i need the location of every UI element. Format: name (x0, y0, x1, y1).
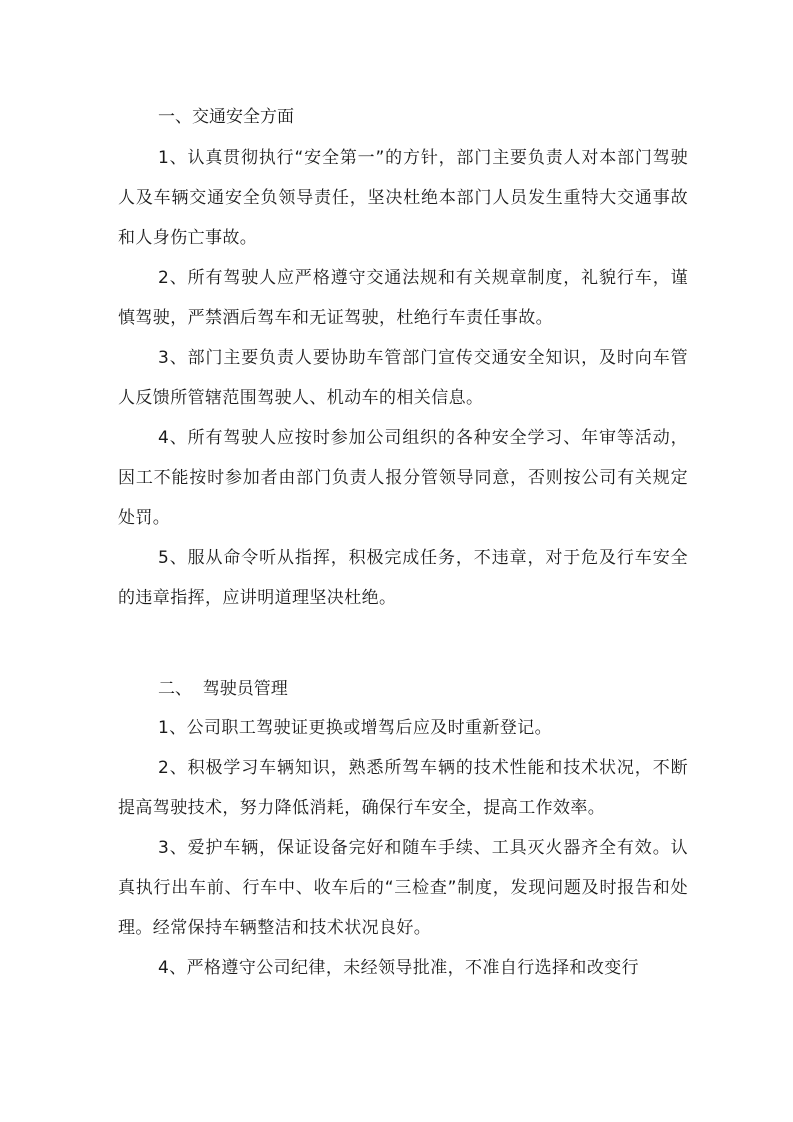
section-1-item-3: 3、部门主要负责人要协助车管部门宣传交通安全知识，及时向车管人反馈所管辖范围驾驶人、机动车的相关信息。 (118, 348, 688, 408)
section-2-item-4: 4、严格遵守公司纪律，未经领导批准，不准自行选择和改变行 (158, 958, 640, 978)
section-2-item-1: 1、公司职工驾驶证更换或增驾后应及时重新登记。 (158, 718, 553, 738)
section-1-item-4: 4、所有驾驶人应按时参加公司组织的各种安全学习、年审等活动，因工不能按时参加者由部门负责人报分管领导同意，否则按公司有关规定处罚。 (118, 428, 688, 528)
section-2-item-2: 2、积极学习车辆知识，熟悉所驾车辆的技术性能和技术状况，不断提高驾驶技术，努力降低消耗，确保行车安全，提高工作效率。 (118, 758, 688, 818)
section-1-item-1: 1、认真贯彻执行“安全第一”的方针，部门主要负责人对本部门驾驶人及车辆交通安全负领导责任，坚决杜绝本部门人员发生重特大交通事故和人身伤亡事故。 (118, 148, 688, 248)
section-1-item-2: 2、所有驾驶人应严格遵守交通法规和有关规章制度，礼貌行车，谨慎驾驶，严禁酒后驾车和无证驾驶，杜绝行车责任事故。 (118, 268, 688, 328)
section-1-item-5: 5、服从命令听从指挥，积极完成任务，不违章，对于危及行车安全的违章指挥，应讲明道理坚决杜绝。 (118, 548, 688, 608)
section-spacer (118, 618, 688, 670)
document-body (118, 98, 688, 988)
section-2-heading: 二、 驾驶员管理 (158, 679, 288, 699)
section-2-item-3: 3、爱护车辆，保证设备完好和随车手续、工具灭火器齐全有效。认真执行出车前、行车中、收车后的“三检查”制度，发现问题及时报告和处理。经常保持车辆整洁和技术状况良好。 (118, 838, 688, 938)
section-1-heading: 一、交通安全方面 (158, 107, 294, 127)
